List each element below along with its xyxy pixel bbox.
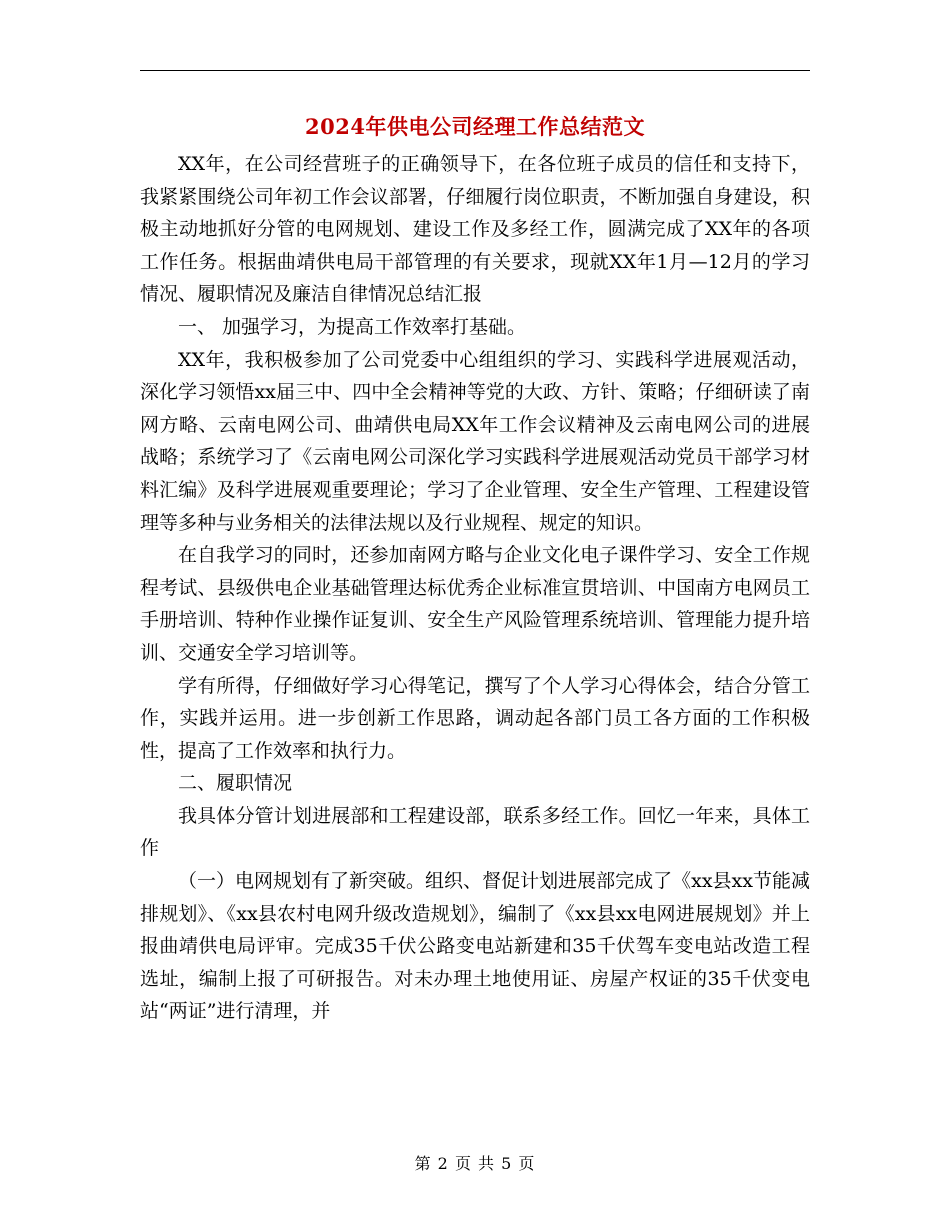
section-heading-study: 一、 加强学习，为提高工作效率打基础。	[178, 315, 527, 338]
paragraph-training: 在自我学习的同时，还参加南网方略与企业文化电子课件学习、安全工作规程考试、县级供电企业基础管理达标优秀企业标准宣贯培训、中国南方电网员工手册培训、特种作业操作证复训、安全生产风险管理系统培训、管理能力提升培训、交通安全学习培训等。	[140, 544, 810, 664]
header-rule	[140, 70, 810, 71]
document-body	[140, 148, 810, 1028]
paragraph-study: XX年，我积极参加了公司党委中心组组织的学习、实践科学进展观活动，深化学习领悟xx届三中、四中全会精神等党的大政、方针、策略；仔细研读了南网方略、云南电网公司、曲靖供电局XX年工作会议精神及云南电网公司的进展战略；系统学习了《云南电网公司深化学习实践科学进展观活动党员干部学习材料汇编》及科学进展观重要理论；学习了企业管理、安全生产管理、工程建设管理等多种与业务相关的法律法规以及行业规程、规定的知识。	[140, 348, 810, 534]
page-number: 第 2 页 共 5 页	[414, 1154, 536, 1173]
document-title: 2024年供电公司经理工作总结范文	[305, 114, 645, 139]
paragraph-grid-planning: （一）电网规划有了新突破。组织、督促计划进展部完成了《xx县xx节能减排规划》、《xx县农村电网升级改造规划》，编制了《xx县xx电网进展规划》并上报曲靖供电局评审。完成35千伏公路变电站新建和35千伏驾车变电站改造工程选址，编制上报了可研报告。对未办理土地使用证、房屋产权证的35千伏变电站“两证”进行清理，并	[140, 870, 810, 1023]
paragraph-intro: XX年，在公司经营班子的正确领导下，在各位班子成员的信任和支持下，我紧紧围绕公司年初工作会议部署，仔细履行岗位职责，不断加强自身建设，积极主动地抓好分管的电网规划、建设工作及多经工作，圆满完成了XX年的各项工作任务。根据曲靖供电局干部管理的有关要求，现就XX年1月—12月的学习情况、履职情况及廉洁自律情况总结汇报	[140, 153, 810, 306]
paragraph-outcome: 学有所得，仔细做好学习心得笔记，撰写了个人学习心得体会，结合分管工作，实践并运用。进一步创新工作思路，调动起各部门员工各方面的工作积极性，提高了工作效率和执行力。	[140, 674, 810, 762]
paragraph-duties-intro: 我具体分管计划进展部和工程建设部，联系多经工作。回忆一年来，具体工作	[140, 804, 810, 860]
section-heading-duties: 二、履职情况	[178, 772, 293, 795]
